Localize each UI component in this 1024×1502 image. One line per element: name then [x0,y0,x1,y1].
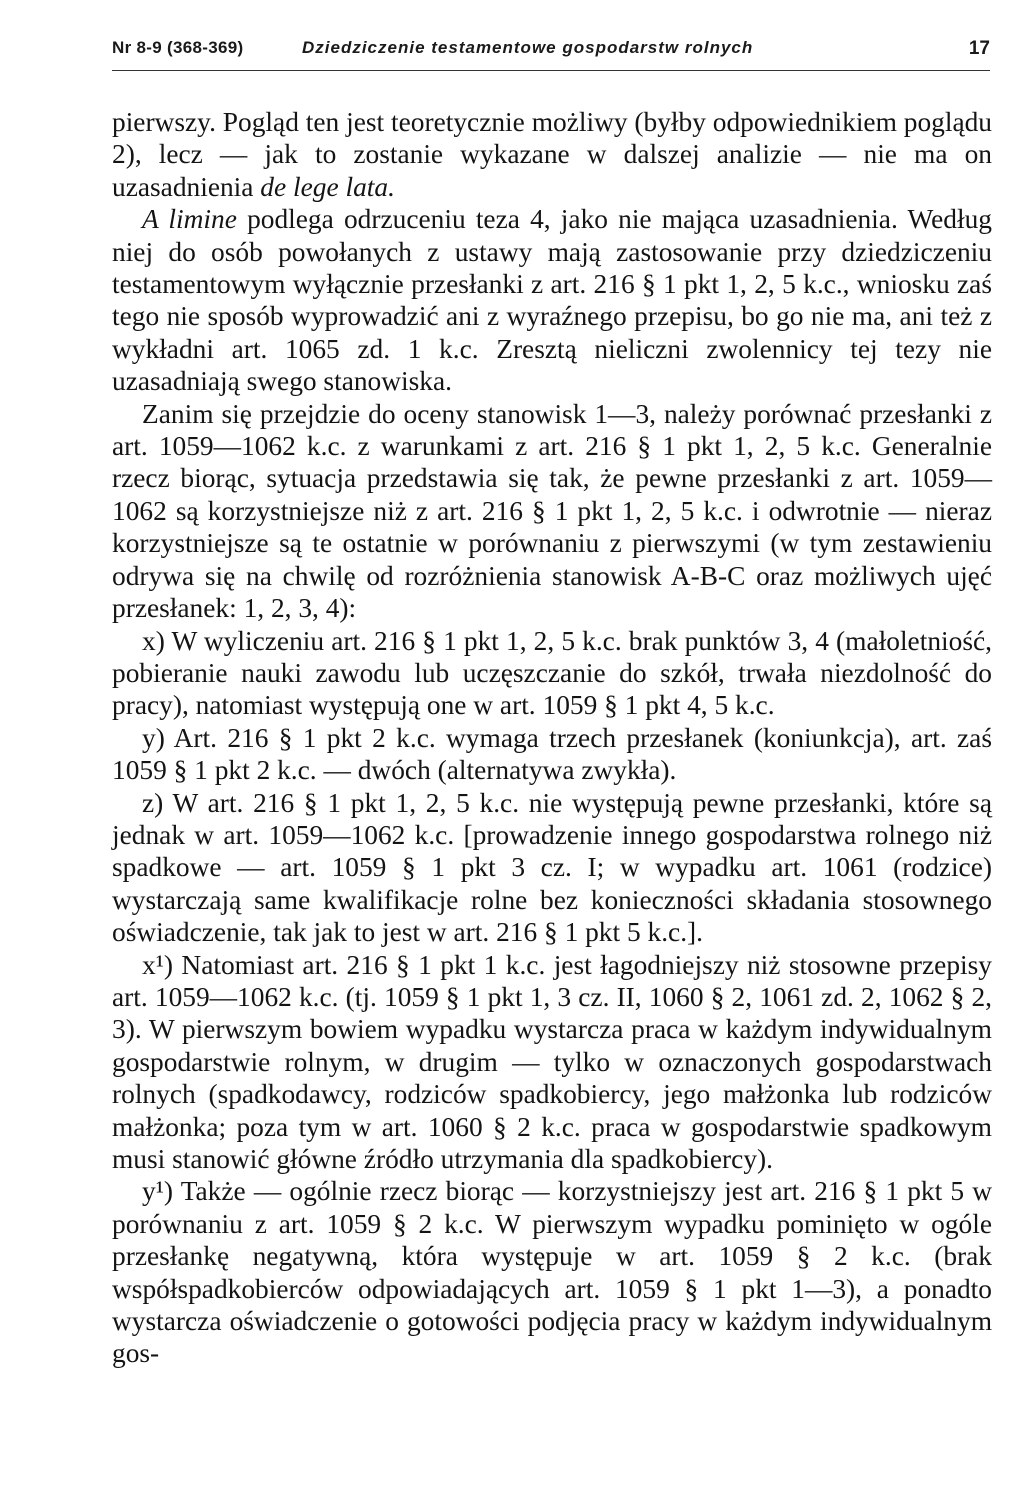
paragraph [112,722,992,787]
paragraph-text: Zanim się przejdzie do oceny stanowisk 1—3, należy porównać przesłanki z art. 1059—1062 k.c. z warunkami z art. 216 § 1 pkt 1, 2, 5 k.c. Generalnie rzecz biorąc, sytuacja przedstawia się tak, że pewne przesłanki z art. 1059—1062 są korzystniejsze niż z art. 216 § 1 pkt 1, 2, 5 k.c. i odwrotnie — nieraz korzystniejsze są te ostatnie w porównaniu z pierwszymi (w tym zestawieniu odrywa się na chwilę od rozróżnienia stanowisk A-B-C oraz możliwych ujęć przesłanek: 1, 2, 3, 4): [112,398,992,624]
page-header [112,26,990,70]
paragraph [112,398,992,625]
italic-text: de lege lata. [260,171,395,202]
paragraph-text: z) W art. 216 § 1 pkt 1, 2, 5 k.c. nie występują pewne przesłanki, które są jednak w art. 1059—1062 k.c. [prowadzenie innego gospodarstwa rolnego niż spadkowe — art. 1059 § 1 pkt 3 cz. I; w wypadku art. 1061 (rodzice) wystarczają same kwalifikacje rolne bez konieczności składania stosownego oświadczenie, tak jak to jest w art. 216 § 1 pkt 5 k.c.]. [112,787,992,948]
paragraph-text: y) Art. 216 § 1 pkt 2 k.c. wymaga trzech przesłanek (koniunkcja), art. zaś 1059 § 1 pkt 2 k.c. — dwóch (alternatywa zwykła). [112,722,992,786]
paragraph-text: x) W wyliczeniu art. 216 § 1 pkt 1, 2, 5 k.c. brak punktów 3, 4 (małoletniość, pobieranie nauki zawodu lub uczęszczanie do szkół, trwała niezdolność do pracy), natomiast występują one w art. 1059 § 1 pkt 4, 5 k.c. [112,625,992,721]
header-rule [112,70,990,71]
paragraph-text: podlega odrzuceniu teza 4, jako nie mająca uzasadnienia. Według niej do osób powołanych z ustawy mają zastosowanie przy dziedziczeniu testamentowym wyłącznie przesłanki z art. 216 § 1 pkt 1, 2, 5 k.c., wniosku zaś tego nie sposób wyprowadzić ani z wyraźnego przepisu, bo go nie ma, ani też z wykładni art. 1065 zd. 1 k.c. Zresztą nieliczni zwolennicy tej tezy nie uzasadniają swego stanowiska. [112,204,992,397]
body-text [112,106,992,1370]
italic-text: A limine [142,204,237,235]
paragraph [112,625,992,722]
paragraph-text: x¹) Natomiast art. 216 § 1 pkt 1 k.c. jest łagodniejszy niż stosowne przepisy art. 1059—1062 k.c. (tj. 1059 § 1 pkt 1, 3 cz. II, 1060 § 2, 1061 zd. 2, 1062 § 2, 3). W pierwszym bowiem wypadku wystarcza praca w każdym indywidualnym gospodarstwie rolnym, w drugim — tylko w oznaczonych gospodarstwach rolnych (spadkodawcy, rodziców spadkobiercy, jego małżonka lub rodziców małżonka; poza tym w art. 1060 § 2 k.c. praca w gospodarstwie spadkowym musi stanowić główne źródło utrzymania dla spadkobiercy). [112,949,992,1174]
running-title: Dziedziczenie testamentowe gospodarstw rolnych [302,38,754,57]
paragraph-text: pierwszy. Pogląd ten jest teoretycznie możliwy (byłby odpowiednikiem poglądu 2), lecz — jak to zostanie wykazane w dalszej analizie — nie ma on uzasadnienia [112,107,992,202]
paragraph-text: y¹) Także — ogólnie rzecz biorąc — korzystniejszy jest art. 216 § 1 pkt 5 w porównaniu z art. 1059 § 2 k.c. W pierwszym wypadku pominięto w ogóle przesłankę negatywną, która występuje w art. 1059 § 2 k.c. (brak współspadkobierców odpowiadających art. 1059 § 1 pkt 1—3), a ponadto wystarcza oświadczenie o gotowości podjęcia pracy w każdym indywidualnym gos- [112,1176,992,1369]
paragraph [112,1175,992,1369]
paragraph [112,106,992,203]
issue-number: Nr 8-9 (368-369) [112,38,244,57]
paragraph [112,203,992,397]
page-number: 17 [968,38,990,59]
paragraph [112,949,992,1176]
paragraph [112,787,992,949]
